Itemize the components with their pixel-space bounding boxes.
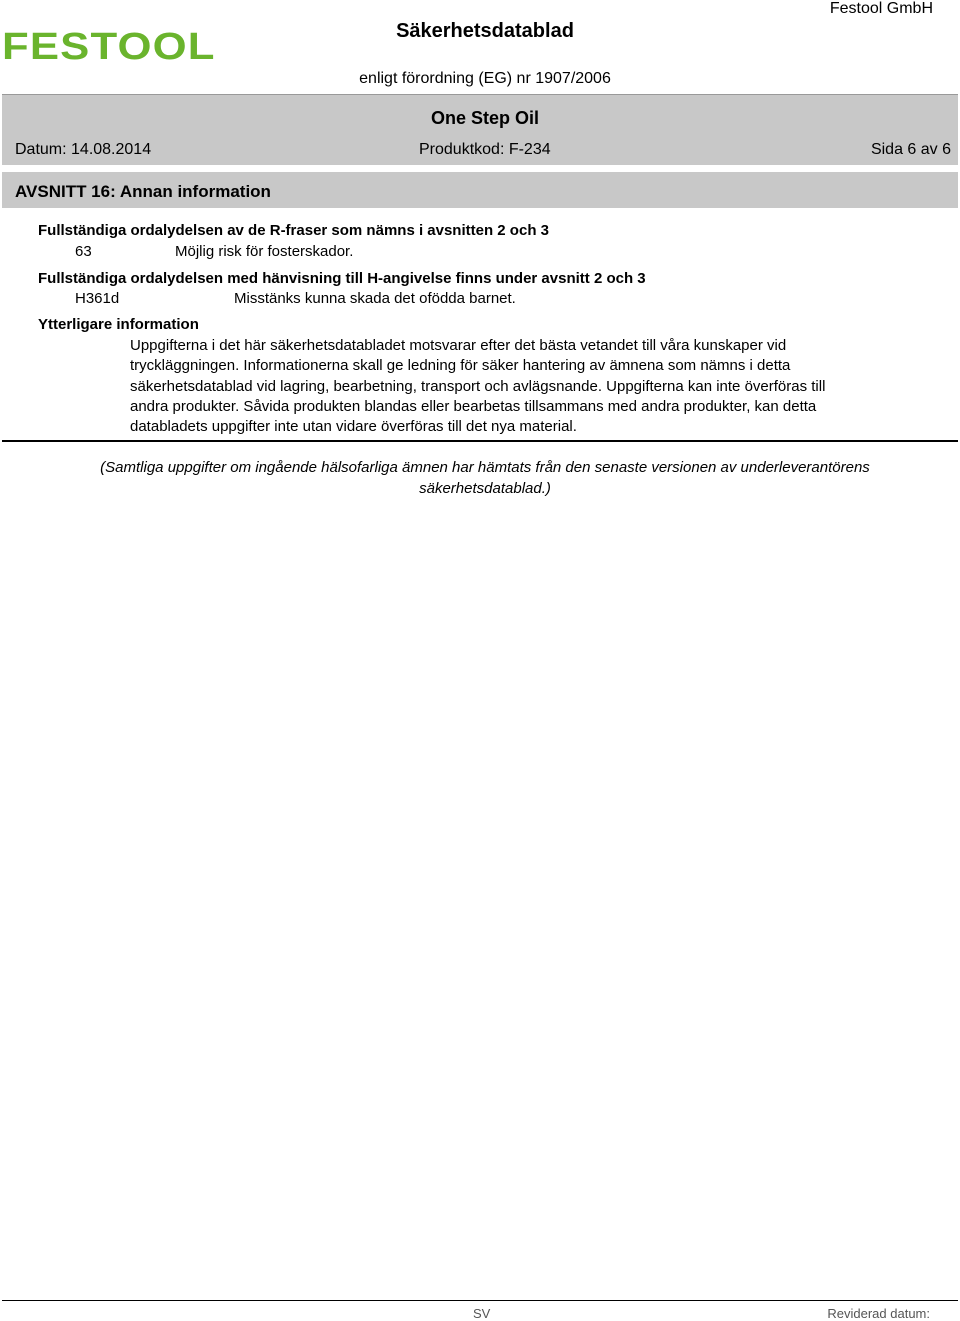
footer-language: SV — [473, 1306, 491, 1321]
additional-info-heading: Ytterligare information — [38, 316, 199, 333]
footer-divider — [2, 1300, 958, 1301]
festool-logo — [0, 0, 222, 92]
company-name: Festool GmbH — [829, 0, 933, 17]
h-statement-code: H361d — [75, 290, 120, 307]
product-name: One Step Oil — [430, 108, 540, 128]
page-number: Sida 6 av 6 — [870, 141, 951, 158]
section-divider — [2, 440, 958, 442]
additional-info-text: Uppgifterna i det här säkerhetsdatabladet motsvarar efter det bästa vetandet till våra kunskaper vid tryckläggningen. Informationerna skall ge ledning för säker hantering av ämnena som nämns i detta säkerhetsdatablad vid lagring, bearbetning, transport och avlägsnande. Uppgifterna kan inte överföras till andra produkter. Såvida produkten blandas eller bearbetas tillsammans med andra produkter, kan detta databladets uppgifter inte utan vidare överföras till det nya material. — [130, 337, 826, 436]
h-statement-text: Misstänks kunna skada det ofödda barnet. — [234, 290, 516, 307]
r-phrase-code: 63 — [75, 243, 92, 260]
regulation-line: enligt förordning (EG) nr 1907/2006 — [359, 70, 611, 87]
logo-wordmark: FESTOOL — [2, 26, 216, 68]
document-date: Datum: 14.08.2014 — [15, 141, 152, 158]
footer-revised-date: Reviderad datum: — [827, 1306, 930, 1321]
r-phrase-text: Möjlig risk för fosterskador. — [175, 243, 354, 260]
r-phrases-heading: Fullständiga ordalydelsen av de R-fraser som nämns i avsnitten 2 och 3 — [38, 222, 549, 239]
section-title: AVSNITT 16: Annan information — [15, 182, 271, 201]
document-title: Säkerhetsdatablad — [396, 20, 574, 42]
source-note: (Samtliga uppgifter om ingående hälsofarliga ämnen har hämtats från den senaste versionen av underleverantörens säkerhetsdatablad.) — [100, 459, 870, 497]
h-statements-heading: Fullständiga ordalydelsen med hänvisning till H-angivelse finns under avsnitt 2 och 3 — [38, 270, 646, 287]
product-code: Produktkod: F-234 — [419, 141, 551, 158]
